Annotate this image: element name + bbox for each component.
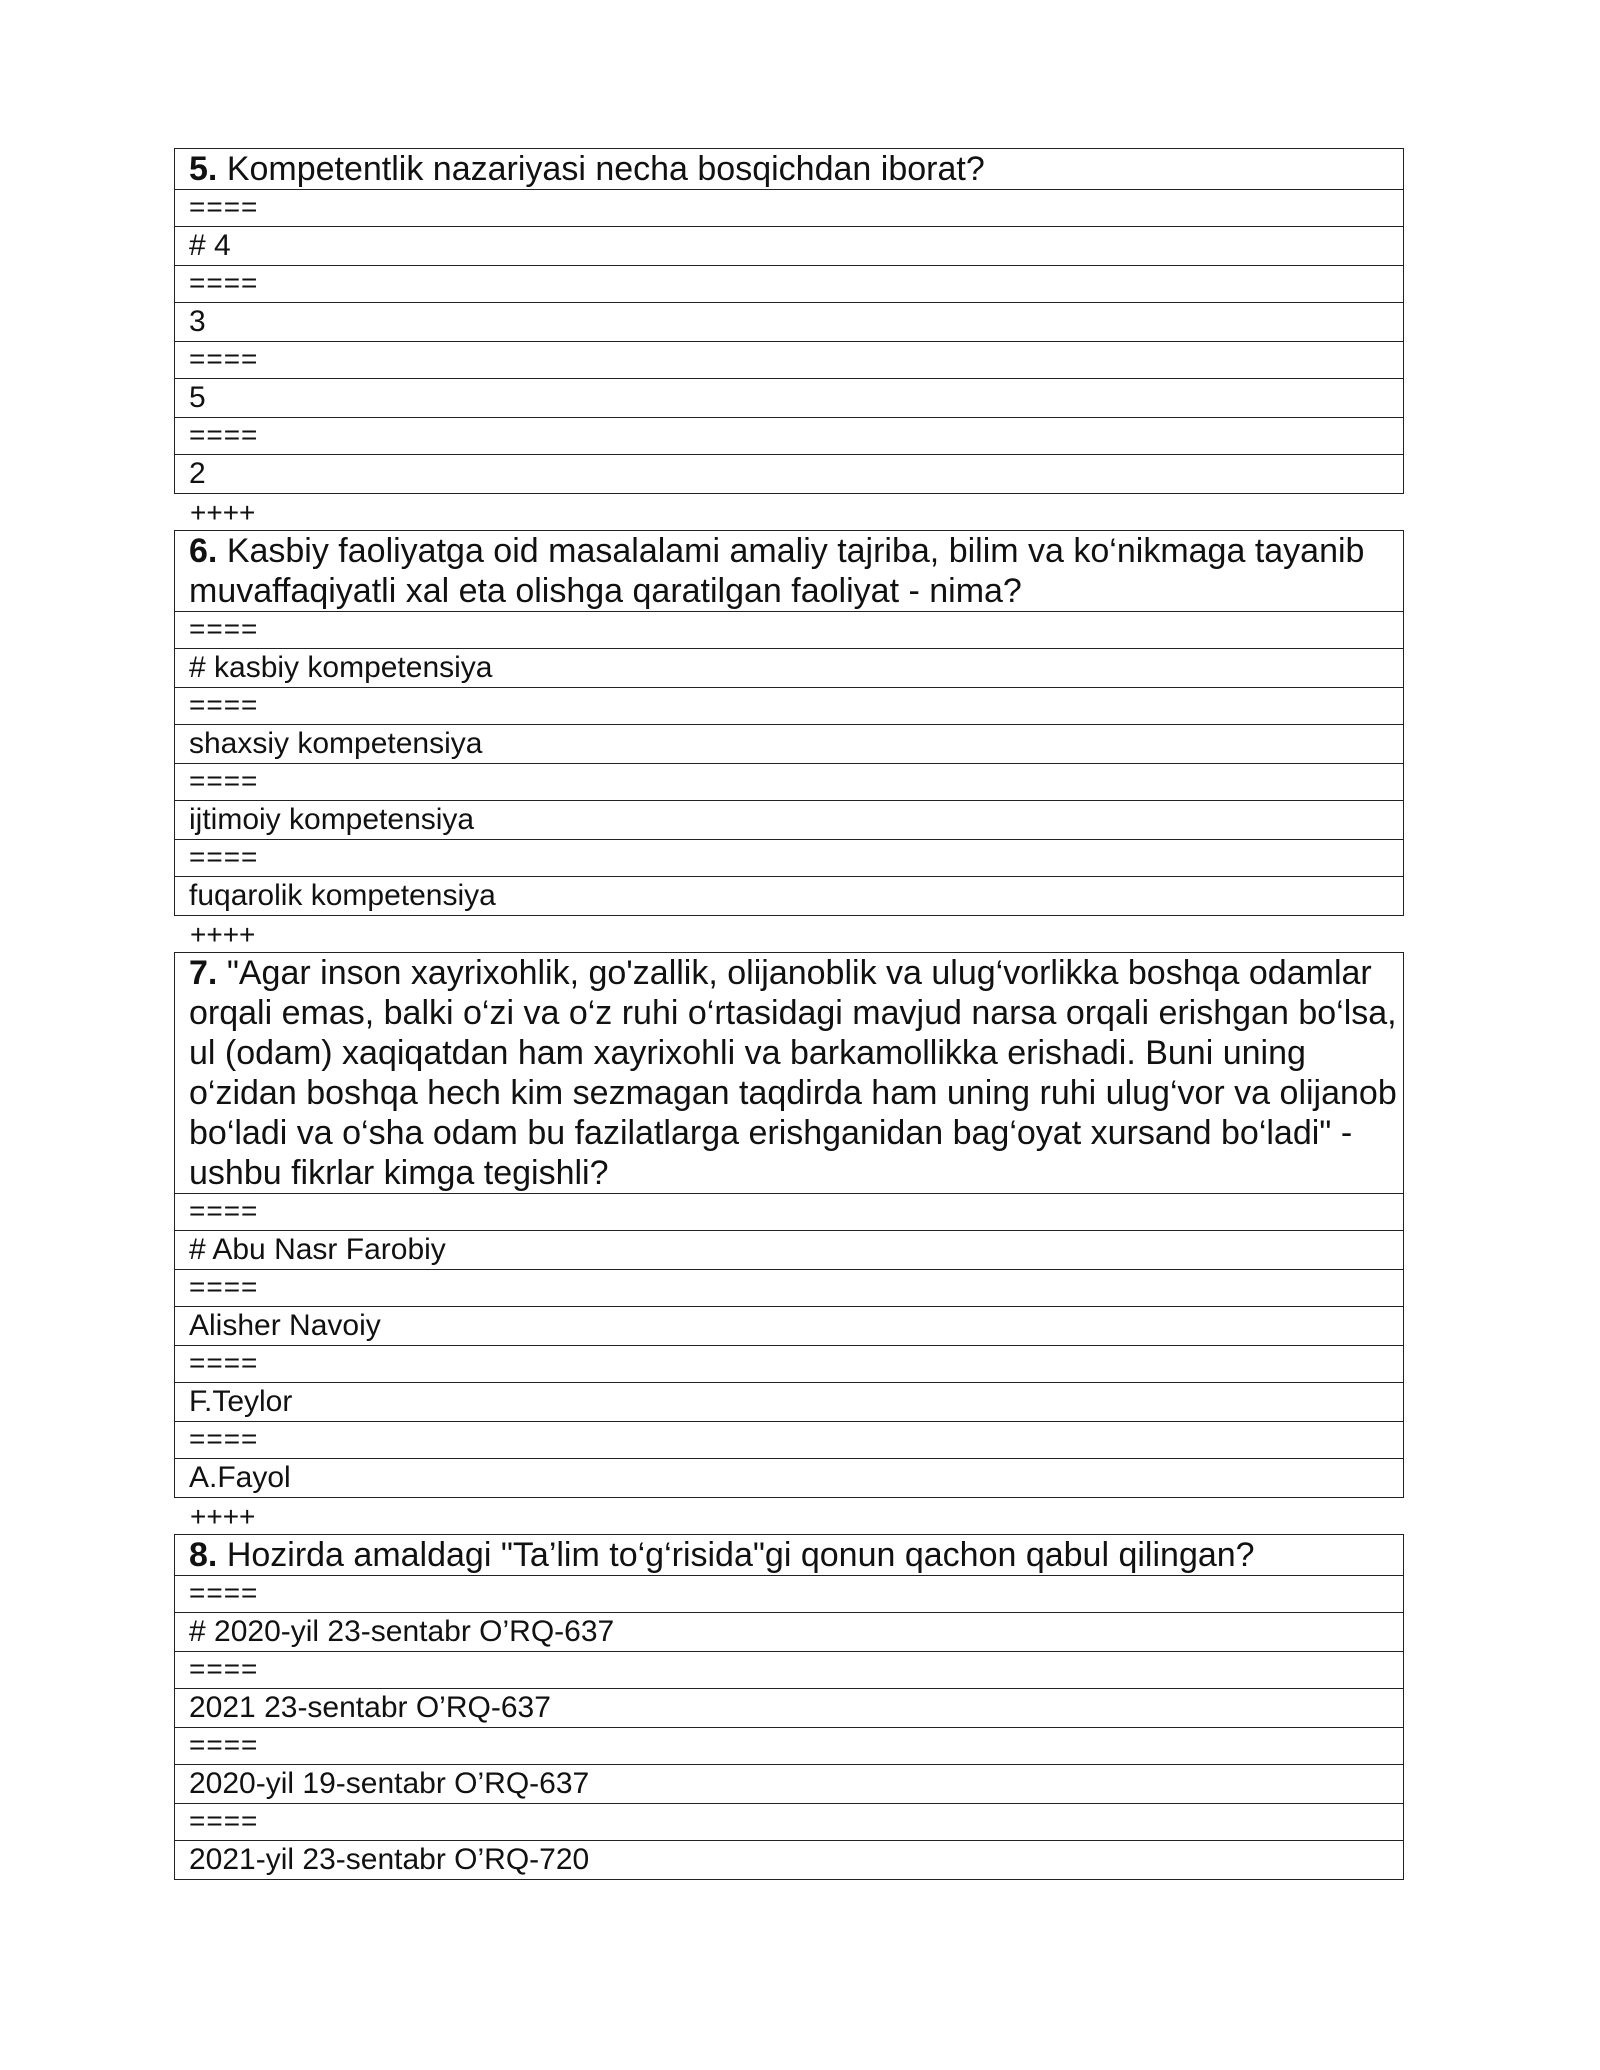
separator: ==== <box>175 688 1404 725</box>
question-number: 7. <box>189 954 218 992</box>
answer-option: F.Teylor <box>175 1383 1404 1422</box>
answer-option: A.Fayol <box>175 1459 1404 1498</box>
answer-option: 5 <box>175 379 1404 418</box>
question-number: 8. <box>189 1536 218 1574</box>
question-table <box>174 952 1404 1498</box>
answer-option: shaxsiy kompetensiya <box>175 725 1404 764</box>
question-text: Hozirda amaldagi "Ta’lim to‘g‘risida"gi qonun qachon qabul qilingan? <box>226 1536 1255 1574</box>
question-text: Kompetentlik nazariyasi necha bosqichdan iborat? <box>226 150 985 188</box>
answer-option: 2 <box>175 455 1404 494</box>
question-table <box>174 1534 1404 1880</box>
answer-option-correct: # kasbiy kompetensiya <box>175 649 1404 688</box>
question-cell <box>175 953 1404 1194</box>
question-text: Kasbiy faoliyatga oid masalalami amaliy tajriba, bilim va ko‘nikmaga tayanib muvaffaqiyatli xal eta olishga qaratilgan faoliyat - nima? <box>189 532 1365 610</box>
separator: ==== <box>175 342 1404 379</box>
separator: ==== <box>175 190 1404 227</box>
answer-option-correct: # Abu Nasr Farobiy <box>175 1231 1404 1270</box>
separator: ==== <box>175 1422 1404 1459</box>
question-block-5 <box>174 148 1404 530</box>
separator: ==== <box>175 266 1404 303</box>
separator: ==== <box>175 418 1404 455</box>
separator: ==== <box>175 840 1404 877</box>
separator: ==== <box>175 612 1404 649</box>
answer-option: ijtimoiy kompetensiya <box>175 801 1404 840</box>
separator: ==== <box>175 1576 1404 1613</box>
question-table <box>174 530 1404 916</box>
answer-option: 2020-yil 19-sentabr O’RQ-637 <box>175 1765 1404 1804</box>
question-end-marker: ++++ <box>190 1501 256 1532</box>
question-cell <box>175 1535 1404 1576</box>
document-page <box>174 148 1404 1880</box>
separator: ==== <box>175 1346 1404 1383</box>
separator: ==== <box>175 1804 1404 1841</box>
answer-option-correct: # 4 <box>175 227 1404 266</box>
question-block-7 <box>174 952 1404 1534</box>
answer-option-correct: # 2020-yil 23-sentabr O’RQ-637 <box>175 1613 1404 1652</box>
separator: ==== <box>175 764 1404 801</box>
question-number: 5. <box>189 150 218 188</box>
answer-option: 2021-yil 23-sentabr O’RQ-720 <box>175 1841 1404 1880</box>
question-block-6 <box>174 530 1404 952</box>
question-block-8 <box>174 1534 1404 1880</box>
answer-option: 3 <box>175 303 1404 342</box>
separator: ==== <box>175 1652 1404 1689</box>
question-cell <box>175 149 1404 190</box>
question-table <box>174 148 1404 494</box>
question-text: "Agar inson xayrixohlik, go'zallik, olijanoblik va ulug‘vorlikka boshqa odamlar orqali emas, balki o‘zi va o‘z ruhi o‘rtasidagi mavjud narsa orqali erishgan bo‘lsa, ul (odam) xaqiqatdan ham xayrixohli va barkamollikka erishadi. Buni uning o‘zidan boshqa hech kim sezmagan taqdirda ham uning ruhi ulug‘vor va olijanob bo‘ladi va o‘sha odam bu fazilatlarga erishganidan bag‘oyat xursand bo‘ladi" - ushbu fikrlar kimga tegishli? <box>189 954 1397 1192</box>
separator: ==== <box>175 1270 1404 1307</box>
question-number: 6. <box>189 532 218 570</box>
answer-option: fuqarolik kompetensiya <box>175 877 1404 916</box>
question-end-marker: ++++ <box>190 919 256 950</box>
question-end-marker: ++++ <box>190 497 256 528</box>
answer-option: Alisher Navoiy <box>175 1307 1404 1346</box>
question-cell <box>175 531 1404 612</box>
separator: ==== <box>175 1728 1404 1765</box>
answer-option: 2021 23-sentabr O’RQ-637 <box>175 1689 1404 1728</box>
separator: ==== <box>175 1194 1404 1231</box>
